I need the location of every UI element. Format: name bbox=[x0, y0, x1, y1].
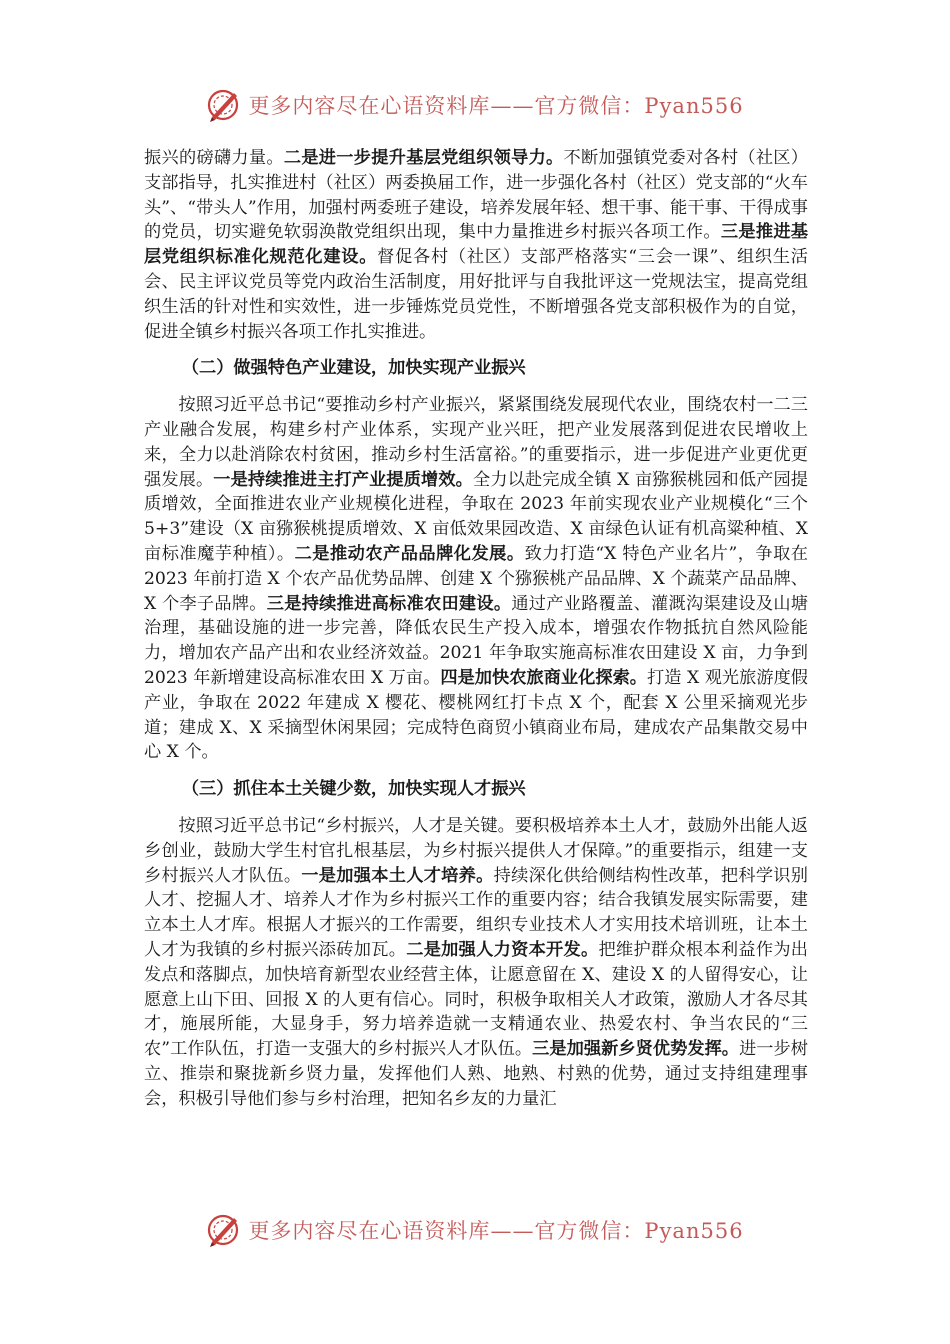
bold-lead-phrase: 一是持续推进主打产业提质增效。 bbox=[213, 469, 473, 490]
bold-lead-phrase: 二是加强人力资本开发。 bbox=[406, 939, 599, 960]
text-segment: 把维护群众根本利益作为出发点和落脚点，加快培育新型农业经营主体，让愿意留在 X、建设 X 的人留得安心，让愿意上山下田、回报 X 的人更有信心。同时，积极争取相关人才政策，激励人才各尽其才，施展所能，大显身手，努力培养造就一支精通农业、热爱农村、争当农民的“三农”工作队伍，打造一支强大的乡村振兴人才队伍。 bbox=[144, 939, 808, 1060]
paragraph-talent bbox=[144, 814, 808, 1112]
document-body bbox=[144, 146, 808, 1111]
bold-lead-phrase: 三是加强新乡贤优势发挥。 bbox=[532, 1039, 740, 1060]
footer-banner bbox=[0, 1210, 950, 1250]
pen-logo-icon bbox=[206, 87, 242, 123]
text-segment: 振兴的磅礴力量。 bbox=[144, 148, 284, 168]
section-heading-talent: （三）抓住本土关键少数，加快实现人才振兴 bbox=[181, 779, 526, 800]
text-segment: 通过产业路覆盖、灌溉沟渠建设及山塘治理，基础设施的进一步完善，降低农民生产投入成本，增强农作物抵抗自然风险能力，增加农产品产出和农业经济效益。2021 年争取实施高标准农田建设 X 亩，力争到 2023 年新增建设高标准农田 X 万亩。 bbox=[144, 593, 808, 688]
text-segment: 持续深化供给侧结构性改革，把科学识别人才、挖掘人才、培养人才作为乡村振兴工作的重要内容；结合我镇发展实际需要，建立本土人才库。根据人才振兴的工作需要，组织专业技术人才实用技术培训班，让本土人才为我镇的乡村振兴添砖加瓦。 bbox=[144, 865, 808, 960]
bold-lead-phrase: 二是推动农产品品牌化发展。 bbox=[294, 543, 525, 564]
pen-logo-icon bbox=[206, 1212, 242, 1248]
bold-lead-phrase: 三是持续推进高标准农田建设。 bbox=[266, 593, 512, 614]
banner-text: 更多内容尽在心语资料库——官方微信：Pyan556 bbox=[248, 1219, 744, 1243]
bold-lead-phrase: 一是加强本土人才培养。 bbox=[301, 865, 494, 886]
paragraph-party-building bbox=[144, 146, 808, 344]
text-segment: 按照习近平总书记“乡村振兴，人才是关键。要积极培养本土人才，鼓励外出能人返乡创业，鼓励大学生村官扎根基层，为乡村振兴提供人才保障。”的重要指示，组建一支乡村振兴人才队伍。 bbox=[144, 815, 808, 886]
paragraph-industry bbox=[144, 393, 808, 765]
bold-lead-phrase: 四是加快农旅商业化探索。 bbox=[440, 667, 648, 688]
text-segment: 全力以赴完成全镇 X 亩猕猴桃园和低产园提质增效，全面推进农业产业规模化进程，争取在 2023 年前实现农业产业规模化“三个 5+3”建设（X 亩猕猴桃提质增效、X 亩低效果园改造、X 亩绿色认证有机高粱种植、X 亩标准魔芋种植）。 bbox=[144, 469, 808, 564]
text-segment: 致力打造“X 特色产业名片”，争取在 2023 年前打造 X 个农产品优势品牌、创建 X 个猕猴桃产品品牌、X 个蔬菜产品品牌、X 个李子品牌。 bbox=[144, 543, 808, 614]
header-banner bbox=[0, 85, 950, 125]
text-segment: 进一步树立、推崇和聚拢新乡贤力量，发挥他们人熟、地熟、村熟的优势，通过支持组建理事会，积极引导他们参与乡村治理，把知名乡友的力量汇 bbox=[144, 1039, 808, 1109]
bold-lead-phrase: 三是推进基层党组织标准化规范化建设。 bbox=[144, 222, 808, 268]
text-segment: 不断加强镇党委对各村（社区）支部指导，扎实推进村（社区）两委换届工作，进一步强化各村（社区）党支部的“火车头”、“带头人”作用，加强村两委班子建设，培养发展年轻、想干事、能干事、干得成事的党员，切实避免软弱涣散党组织出现，集中力量推进乡村振兴各项工作。 bbox=[144, 148, 808, 243]
text-segment: 督促各村（社区）支部严格落实“三会一课”、组织生活会、民主评议党员等党内政治生活制度，用好批评与自我批评这一党规法宝，提高党组织生活的针对性和实效性，进一步锤炼党员党性，不断增强各党支部积极作为的自觉，促进全镇乡村振兴各项工作扎实推进。 bbox=[144, 247, 808, 342]
bold-lead-phrase: 二是进一步提升基层党组织领导力。 bbox=[283, 148, 564, 168]
text-segment: 按照习近平总书记“要推动乡村产业振兴，紧紧围绕发展现代农业，围绕农村一二三产业融合发展，构建乡村产业体系，实现产业兴旺，把产业发展落到促进农民增收上来，全力以赴消除农村贫困，推动乡村生活富裕。”的重要指示，进一步促进产业更优更强发展。 bbox=[144, 395, 808, 490]
section-heading-industry: （二）做强特色产业建设，加快实现产业振兴 bbox=[181, 358, 526, 379]
banner-text: 更多内容尽在心语资料库——官方微信：Pyan556 bbox=[248, 94, 744, 118]
text-segment: 打造 X 观光旅游度假产业，争取在 2022 年建成 X 樱花、樱桃网红打卡点 X 个，配套 X 公里采摘观光步道；建成 X、X 采摘型休闲果园；完成特色商贸小镇商业布局，建成农产品集散交易中心 X 个。 bbox=[144, 667, 808, 763]
